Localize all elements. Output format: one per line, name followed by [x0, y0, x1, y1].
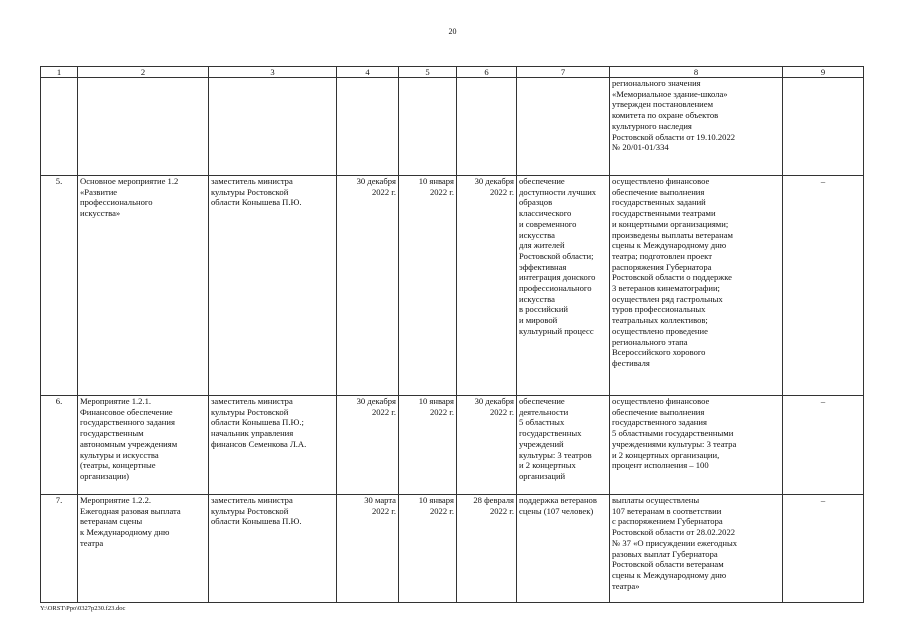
report-table [40, 66, 864, 603]
planned-end-date-cell: 30 марта 2022 г. [337, 495, 399, 603]
planned-result-cell: поддержка ветеранов сцены (107 человек) [517, 495, 610, 603]
actual-result-cell: выплаты осуществлены 107 ветеранам в соответствии с распоряжением Губернатора Ростовской области от 28.02.2022 № 37 «О присуждении ежегодных разовых выплат Губернатора Ростовской области ветеранам сцены к Международному дню театра» [610, 495, 783, 603]
actual-end-date-cell: 28 февраля 2022 г. [457, 495, 517, 603]
continuation-row [41, 78, 864, 176]
event-name-cell: Мероприятие 1.2.2. Ежегодная разовая выплата ветеранам сцены к Международному дню театра [78, 495, 209, 603]
planned-end-date-cell: 30 декабря 2022 г. [337, 396, 399, 495]
actual-result-cell: осуществлено финансовое обеспечение выполнения государственного задания 5 областными государственными учреждениями культуры: 3 театра и 2 концертных организации, процент исполнения – 100 [610, 396, 783, 495]
planned-result-cell: обеспечение доступности лучших образцов классического и современного искусства для жителей Ростовской области; эффективная интеграция донского профессионального искусства в российский и мировой культурный процесс [517, 176, 610, 396]
event-name-cell: Основное мероприятие 1.2 «Развитие профессионального искусства» [78, 176, 209, 396]
planned-end-date-cell: 30 декабря 2022 г. [337, 176, 399, 396]
reasons-cell: – [783, 176, 864, 396]
column-number: 6 [457, 67, 517, 78]
row-number: 6. [41, 396, 78, 495]
column-number: 4 [337, 67, 399, 78]
actual-result-cell: осуществлено финансовое обеспечение выполнения государственных заданий государственными театрами и концертными организациями; произведены выплаты ветеранам сцены к Международному дню театра; подготовлен проект распоряжения Губернатора Ростовской области о поддержке 3 ветеранов кинематографии; осуществлен ряд гастрольных туров профессиональных театральных коллективов; осуществлено проведение регионального этапа Всероссийского хорового фестиваля [610, 176, 783, 396]
actual-end-date-cell: 30 декабря 2022 г. [457, 176, 517, 396]
actual-result-cell: регионального значения «Мемориальное здание-школа» утвержден постановлением комитета по охране объектов культурного наследия Ростовской области от 19.10.2022 № 20/01-01/334 [610, 78, 783, 176]
reasons-cell: – [783, 396, 864, 495]
table-row [41, 495, 864, 603]
column-number: 3 [209, 67, 337, 78]
row-number: 5. [41, 176, 78, 396]
table-row [41, 396, 864, 495]
actual-start-date-cell: 10 января 2022 г. [399, 495, 457, 603]
planned-result-cell: обеспечение деятельности 5 областных государственных учреждений культуры: 3 театров и 2 концертных организаций [517, 396, 610, 495]
executor-cell: заместитель министра культуры Ростовской области Конышева П.Ю. [209, 495, 337, 603]
actual-start-date-cell: 10 января 2022 г. [399, 396, 457, 495]
table-row [41, 176, 864, 396]
event-name-cell: Мероприятие 1.2.1. Финансовое обеспечение государственного задания государственным автономным учреждениям культуры и искусства (театры, концертные организации) [78, 396, 209, 495]
file-path-footer: Y:\ORST\Ppo\0327p230.f23.doc [40, 605, 126, 612]
column-number: 2 [78, 67, 209, 78]
column-number: 5 [399, 67, 457, 78]
column-number-row [41, 67, 864, 78]
row-number: 7. [41, 495, 78, 603]
column-number: 1 [41, 67, 78, 78]
column-number: 7 [517, 67, 610, 78]
page-number: 20 [448, 27, 457, 36]
reasons-cell: – [783, 495, 864, 603]
actual-start-date-cell: 10 января 2022 г. [399, 176, 457, 396]
executor-cell: заместитель министра культуры Ростовской области Конышева П.Ю. [209, 176, 337, 396]
column-number: 8 [610, 67, 783, 78]
column-number: 9 [783, 67, 864, 78]
executor-cell: заместитель министра культуры Ростовской области Конышева П.Ю.; начальник управления финансов Семенкова Л.А. [209, 396, 337, 495]
actual-end-date-cell: 30 декабря 2022 г. [457, 396, 517, 495]
